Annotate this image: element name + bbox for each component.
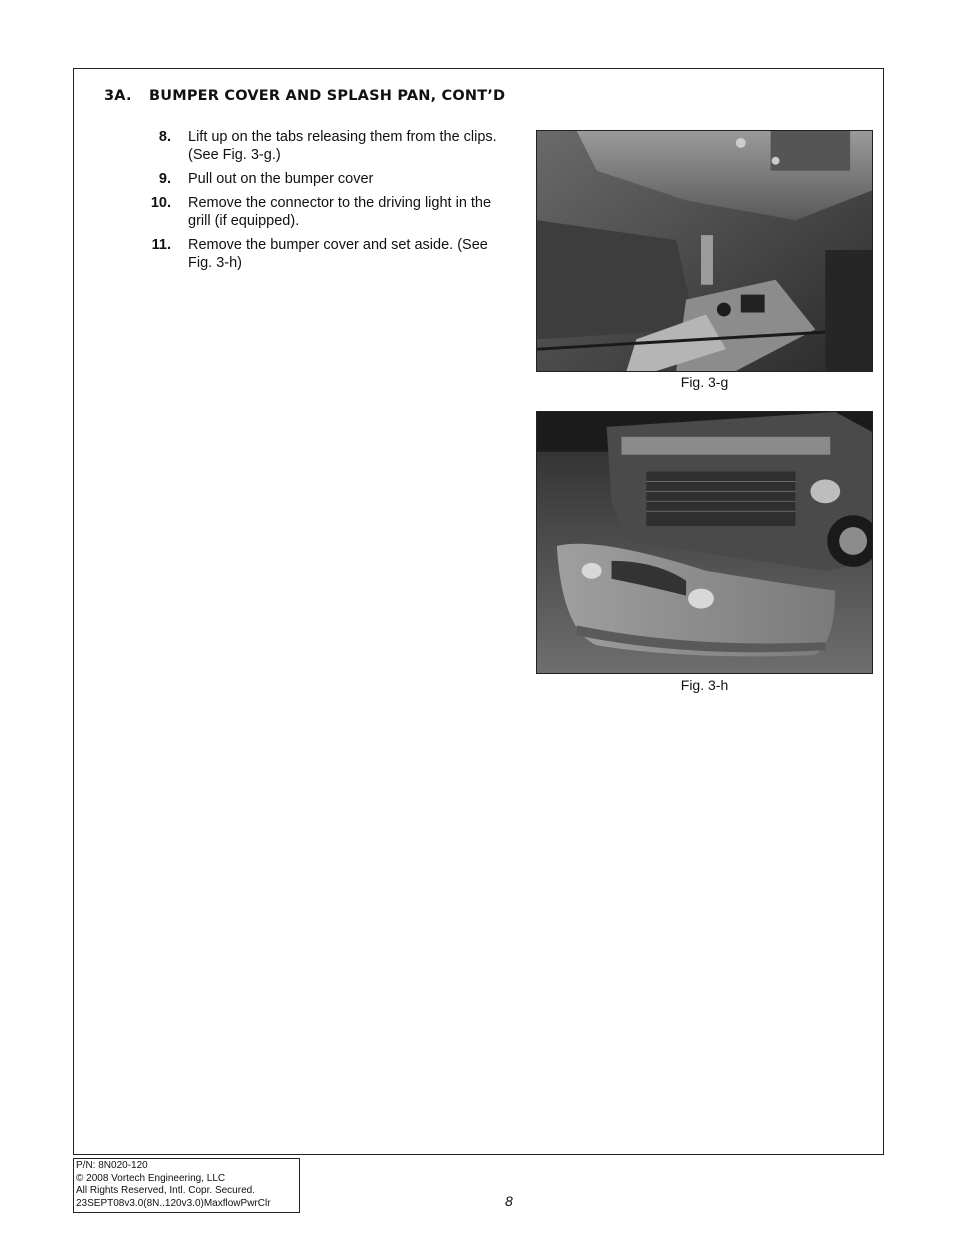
step-item: [112, 128, 512, 164]
step-number: 11.: [151, 237, 171, 253]
step-number: 8.: [158, 129, 171, 145]
figure-photo-bumper-removed: [536, 411, 873, 674]
section-number: 3A.: [104, 88, 132, 104]
step-text: Lift up on the tabs releasing them from the clips. (See Fig. 3-g.): [188, 129, 497, 163]
step-list: [112, 128, 512, 278]
section-heading: [104, 88, 505, 104]
step-item: [112, 236, 512, 272]
step-text: Pull out on the bumper cover: [188, 171, 374, 187]
document-version: 23SEPT08v3.0(8N..120v3.0)MaxflowPwrClr: [76, 1197, 271, 1209]
rights-notice: All Rights Reserved, Intl. Copr. Secured.: [76, 1185, 255, 1197]
step-text: Remove the connector to the driving light in the grill (if equipped).: [188, 195, 492, 229]
footer-info-box: [73, 1158, 300, 1213]
page-number: 8: [505, 1193, 513, 1209]
figure-caption: Fig. 3-h: [680, 677, 729, 693]
step-number: 9.: [158, 171, 171, 187]
step-text: Remove the bumper cover and set aside. (See Fig. 3-h): [188, 237, 488, 271]
figure-photo-tab-clip: [536, 130, 873, 372]
step-number: 10.: [150, 195, 171, 211]
step-item: [112, 194, 512, 230]
copyright: © 2008 Vortech Engineering, LLC: [76, 1172, 226, 1184]
part-number: P/N: 8N020-120: [76, 1160, 148, 1171]
figure-caption: Fig. 3-g: [680, 374, 729, 390]
section-title: BUMPER COVER AND SPLASH PAN, CONT’D: [149, 88, 506, 104]
step-item: [112, 170, 512, 188]
